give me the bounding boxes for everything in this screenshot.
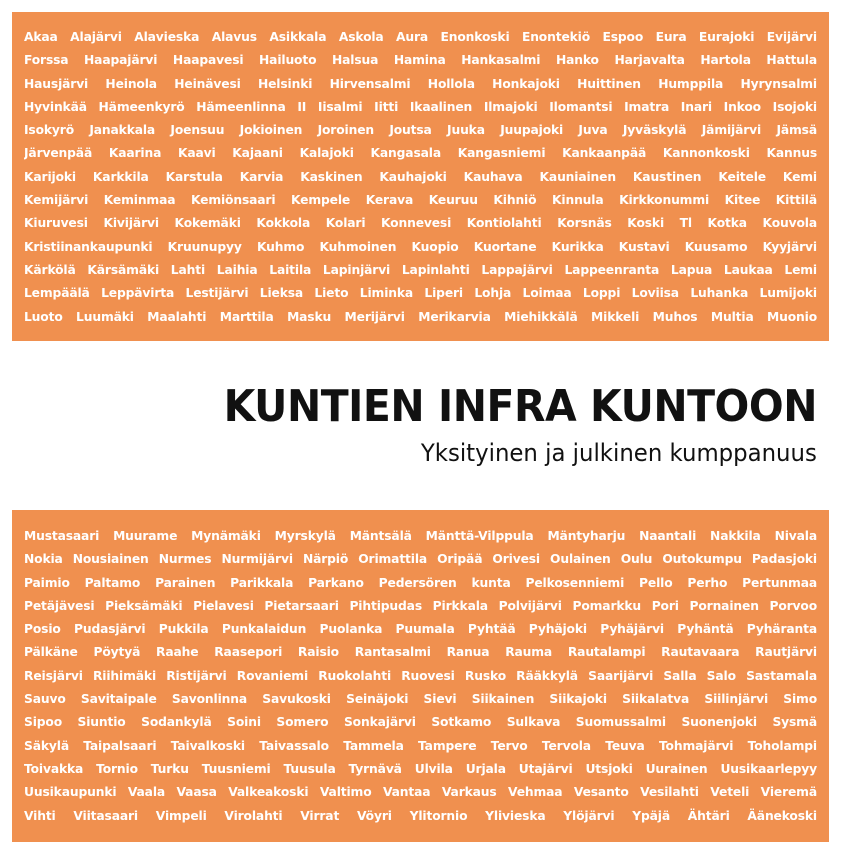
- municipality-line: Hausjärvi Heinola Heinävesi Helsinki Hirvensalmi Hollola Honkajoki Huittinen Humppila Hyrynsalmi: [24, 76, 817, 91]
- municipality-line: Reisjärvi Riihimäki Ristijärvi Rovaniemi Ruokolahti Ruovesi Rusko Rääkkylä Saarijärvi Salla Salo Sastamala: [24, 668, 817, 683]
- municipality-line: Kiuruvesi Kivijärvi Kokemäki Kokkola Kolari Konnevesi Kontiolahti Korsnäs Koski Tl Kotka Kouvola: [24, 216, 817, 231]
- municipality-line: Sipoo Siuntio Sodankylä Soini Somero Sonkajärvi Sotkamo Sulkava Suomussalmi Suonenjoki Sysmä: [24, 715, 817, 730]
- municipality-line: Vihti Viitasaari Vimpeli Virolahti Virrat Vöyri Ylitornio Ylivieska Ylöjärvi Ypäjä Ähtäri Äänekoski: [24, 808, 817, 823]
- municipality-line: Kemijärvi Keminmaa Kemiönsaari Kempele Kerava Keuruu Kihniö Kinnula Kirkkonummi Kitee Kittilä: [24, 193, 817, 208]
- page-subtitle: Yksityinen ja julkinen kumppanuus: [421, 439, 817, 467]
- municipality-list-bottom: [12, 510, 829, 842]
- municipality-line: Akaa Alajärvi Alavieska Alavus Asikkala Askola Aura Enonkoski Enontekiö Espoo Eura Eurajoki Evijärvi: [24, 30, 817, 44]
- municipality-line: Kristiinankaupunki Kruunupyy Kuhmo Kuhmoinen Kuopio Kuortane Kurikka Kustavi Kuusamo Kyyjärvi: [24, 239, 817, 254]
- municipality-line: Isokyrö Janakkala Joensuu Jokioinen Joroinen Joutsa Juuka Juupajoki Juva Jyväskylä Jämijärvi Jämsä: [24, 123, 817, 138]
- municipality-line: Forssa Haapajärvi Haapavesi Hailuoto Halsua Hamina Hankasalmi Hanko Harjavalta Hartola Hattula: [24, 53, 817, 68]
- page-title: KUNTIEN INFRA KUNTOON: [223, 381, 817, 432]
- municipality-line: Järvenpää Kaarina Kaavi Kajaani Kalajoki Kangasala Kangasniemi Kankaanpää Kannonkoski Kannus: [24, 146, 817, 161]
- municipality-line: Posio Pudasjärvi Pukkila Punkalaidun Puolanka Puumala Pyhtää Pyhäjoki Pyhäjärvi Pyhäntä Pyhäranta: [24, 622, 817, 637]
- municipality-line: Sauvo Savitaipale Savonlinna Savukoski Seinäjoki Sievi Siikainen Siikajoki Siikalatva Siilinjärvi Simo: [24, 692, 817, 707]
- municipality-line: Mustasaari Muurame Mynämäki Myrskylä Mäntsälä Mänttä-Vilppula Mäntyharju Naantali Nakkila Nivala: [24, 529, 817, 543]
- municipality-line: Lempäälä Leppävirta Lestijärvi Lieksa Lieto Liminka Liperi Lohja Loimaa Loppi Loviisa Luhanka Lumijoki: [24, 286, 817, 301]
- municipality-line: Hyvinkää Hämeenkyrö Hämeenlinna II Iisalmi Iitti Ikaalinen Ilmajoki Ilomantsi Imatra Inari Inkoo Isojoki: [24, 99, 817, 114]
- municipality-line: Toivakka Tornio Turku Tuusniemi Tuusula Tyrnävä Ulvila Urjala Utajärvi Utsjoki Uurainen Uusikaarlepyy: [24, 761, 817, 776]
- municipality-line: Säkylä Taipalsaari Taivalkoski Taivassalo Tammela Tampere Tervo Tervola Teuva Tohmajärvi Toholampi: [24, 738, 817, 753]
- municipality-line: Kärkölä Kärsämäki Lahti Laihia Laitila Lapinjärvi Lapinlahti Lappajärvi Lappeenranta Lapua Laukaa Lemi: [24, 262, 817, 277]
- municipality-line: Paimio Paltamo Parainen Parikkala Parkano Pedersören kunta Pelkosenniemi Pello Perho Pertunmaa: [24, 575, 817, 590]
- municipality-line: Nokia Nousiainen Nurmes Nurmijärvi Närpiö Orimattila Oripää Orivesi Oulainen Oulu Outokumpu Padasjoki: [24, 552, 817, 567]
- municipality-list-top: [12, 12, 829, 341]
- municipality-line: Uusikaupunki Vaala Vaasa Valkeakoski Valtimo Vantaa Varkaus Vehmaa Vesanto Vesilahti Veteli Vieremä: [24, 785, 817, 800]
- municipality-line: Petäjävesi Pieksämäki Pielavesi Pietarsaari Pihtipudas Pirkkala Polvijärvi Pomarkku Pori Pornainen Porvoo: [24, 598, 817, 613]
- municipality-line: Pälkäne Pöytyä Raahe Raasepori Raisio Rantasalmi Ranua Rauma Rautalampi Rautavaara Rautjärvi: [24, 645, 817, 660]
- municipality-line: Luoto Luumäki Maalahti Marttila Masku Merijärvi Merikarvia Miehikkälä Mikkeli Muhos Multia Muonio: [24, 309, 817, 324]
- municipality-line: Karijoki Karkkila Karstula Karvia Kaskinen Kauhajoki Kauhava Kauniainen Kaustinen Keitele Kemi: [24, 169, 817, 184]
